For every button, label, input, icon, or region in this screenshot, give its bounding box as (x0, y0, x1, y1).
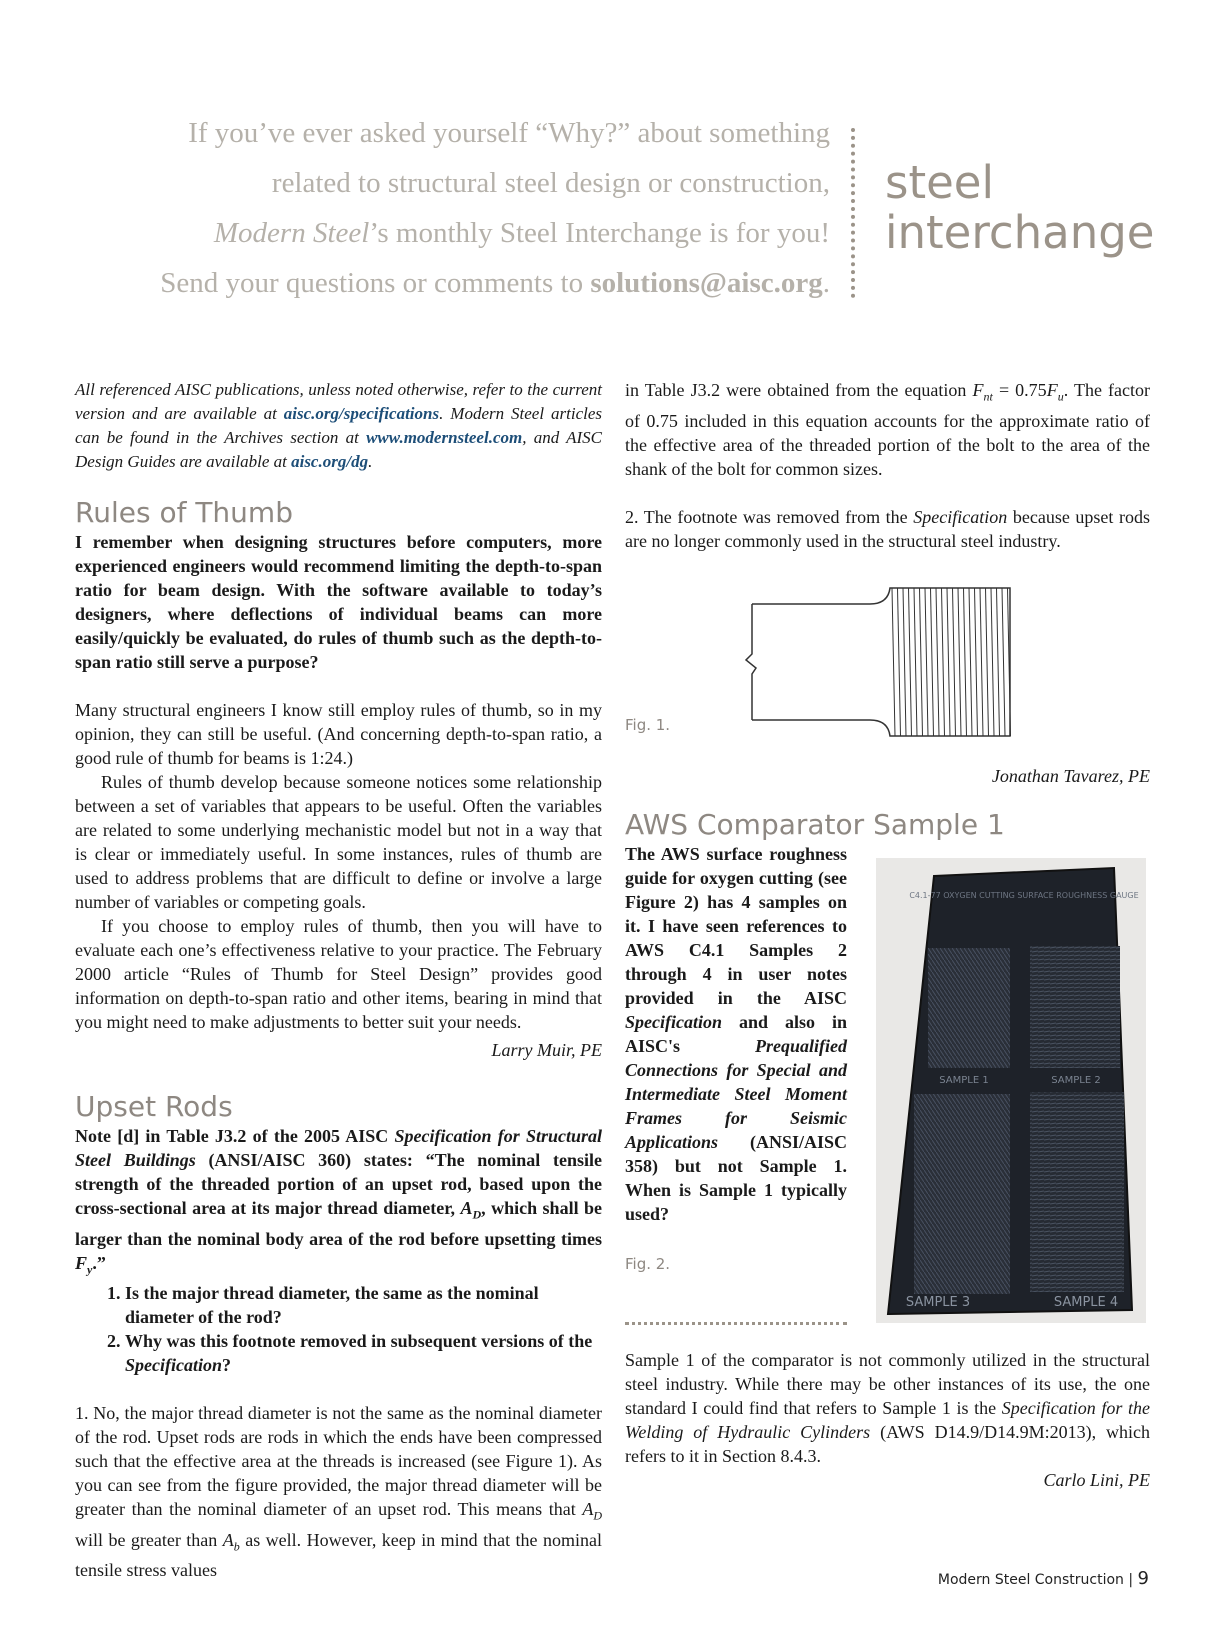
intro-line-2: related to structural steel design or construction, (271, 167, 830, 199)
upset-item-2-italic: Specification (125, 1355, 222, 1376)
thread-line (898, 588, 901, 736)
upset-answer-2 (625, 505, 1150, 553)
a2-pre: 2. The footnote was removed from the (625, 506, 914, 527)
rules-signature: Larry Muir, PE (491, 1040, 602, 1060)
photo-gauge-label: C4.1-77 OXYGEN CUTTING SURFACE ROUGHNESS GAUGE (909, 891, 1139, 900)
upset-item-2-post: ? (222, 1355, 231, 1376)
photo-sample-2-label: SAMPLE 2 (1051, 1075, 1101, 1086)
thread-line (892, 588, 895, 736)
rules-answer-p3: If you choose to employ rules of thumb, then you will have to evaluate each one’s effectiveness relative to your practice. The February 2000 article “Rules of Thumb for Steel Design” provides good information on depth-to-span ratio and other items, bearing in mind that you might need to make adjustments to better suit your needs. (75, 916, 602, 1032)
symbol-Fnt-sub: nt (983, 389, 993, 404)
rules-question: I remember when designing structures before computers, more experienced engineers would recommend limiting the depth-to-span ratio for beam design. With the software available to today’s designers, where deflections of individual beams can more easily/quickly be evaluated, do rules of thumb such as the depth-to-span ratio still serve a purpose? (75, 532, 602, 672)
figure-2-caption: Fig. 2. (625, 1255, 671, 1273)
photo-sample-3-label: SAMPLE 3 (905, 1295, 971, 1310)
rules-answer-p1: Many structural engineers I know still employ rules of thumb, so in my opinion, they can still be useful. (And concerning depth-to-span ratio, a good rule of thumb for beams is 1:24.) (75, 700, 602, 768)
note-text-2: . Modern Steel articles can be found in the Archives section at (75, 404, 602, 447)
thread-line (936, 588, 939, 736)
upset-question-item-2 (125, 1329, 602, 1377)
symbol-Fy-sub: y (87, 1262, 93, 1277)
note-text-3: , and AISC Design Guides are available at (75, 428, 603, 471)
right-column (625, 378, 1150, 553)
note-text-1: All referenced AISC publications, unless noted otherwise, refer to the current version and are available at (75, 380, 602, 423)
thread-line (953, 588, 956, 736)
thread-line (991, 588, 994, 736)
intro-line-3-rest: ’s monthly Steel Interchange is for you! (369, 217, 830, 249)
aws-a-post: (AWS D14.9/D14.9M:2013), which refers to it in Section 8.4.3. (625, 1422, 1150, 1466)
aws-q-text-3: (ANSI/AISC 358) but not Sample 1. When is Sample 1 typically used? (625, 1132, 847, 1224)
thread-line (903, 588, 906, 736)
specifications-link[interactable]: aisc.org/specifications (283, 404, 440, 423)
footer-separator: | (1128, 1572, 1134, 1588)
upset-question-item-1: 1. Is the major thread diameter, the same as the nominal diameter of the rod? (125, 1281, 602, 1329)
design-guides-link[interactable]: aisc.org/dg (291, 452, 369, 471)
thread-line (986, 588, 989, 736)
thread-line (964, 588, 967, 736)
thread-line (980, 588, 983, 736)
figure-1-caption: Fig. 1. (625, 716, 671, 734)
upset-q-text-4: .” (92, 1252, 106, 1273)
section-brand (885, 158, 1154, 258)
photo-sample-4-label: SAMPLE 4 (1053, 1295, 1119, 1310)
symbol-Fy: F (75, 1252, 88, 1273)
contact-email-link[interactable]: solutions@aisc.org (590, 267, 823, 299)
cont-post: . The factor of 0.75 included in this equation accounts for the approximate ratio of the effective area of the threaded portion of the bolt to the area of the shank of the bolt for common sizes. (625, 380, 1150, 479)
aws-q-italic-2: Prequalified Connections for Special and Intermediate Steel Moment Frames for Seismic Applications (625, 1036, 847, 1152)
symbol-AD-sub: D (472, 1207, 482, 1222)
aws-q-text-2: and also in AISC's (625, 1012, 847, 1056)
symbol-Ab-sub: b (233, 1539, 240, 1554)
thread-line (920, 588, 923, 736)
intro-line-3 (60, 208, 830, 258)
upset-q-italic: Specification for Structural Steel Buildings (75, 1126, 602, 1170)
aws-q-italic-1: Specification (625, 1012, 722, 1032)
note-text-4: . (368, 452, 373, 471)
thread-line (1002, 588, 1005, 736)
a2-italic: Specification (913, 506, 1008, 527)
symbol-A-a1-sub: D (593, 1508, 602, 1523)
upset-a1-pre: 1. No, the major thread diameter is not the same as the nominal diameter of the rod. Upset rods are rods in which the ends have been compressed such that the effective area at the threads is increased (see Figure 1). As you can see from the figure provided, the major thread diameter will be greater than the nominal diameter of an upset rod. This means that (75, 1403, 602, 1520)
cont-eq: = 0.75 (992, 380, 1047, 400)
thread-line (925, 588, 928, 736)
symbol-AD: A (460, 1198, 473, 1218)
thread-line (942, 588, 945, 736)
thread-line (975, 588, 978, 736)
reference-note (75, 378, 602, 474)
footer-magazine: Modern Steel Construction (937, 1572, 1124, 1588)
upset-q-text-1: Note [d] in Table J3.2 of the 2005 AISC (75, 1126, 395, 1146)
rules-answer-p2: Rules of thumb develop because someone notices some relationship between a set of variables that appears to be useful. Often the variables are related to some underlying mechanistic model but not in a way that is clear or immediately useful. In some instances, rules of thumb are used to address problems that are difficult to define or involve a large number of variables or competing goals. (75, 772, 602, 912)
aws-q-text-1: The AWS surface roughness guide for oxygen cutting (see Figure 2) has 4 samples on it. I have seen references to AWS C4.1 Samples 2 through 4 in user notes provided in the AISC (625, 844, 847, 1008)
aws-comparator-heading: AWS Comparator Sample 1 (625, 808, 1005, 841)
header-divider (851, 128, 855, 298)
aws-signature: Carlo Lini, PE (1043, 1470, 1150, 1490)
left-column (75, 378, 602, 1582)
symbol-Ab: A (222, 1529, 234, 1550)
aws-question (625, 842, 847, 1226)
thread-line (947, 588, 950, 736)
upset-question (75, 1124, 602, 1281)
thread-line (931, 588, 934, 736)
upset-q-text-2: (ANSI/AISC 360) states: “The nominal tensile strength of the threaded portion of an upset rod, based upon the cross-sectional area at its major thread diameter, (75, 1150, 602, 1218)
intro-text (60, 108, 830, 308)
symbol-Fnt: F (972, 380, 984, 400)
page-number: 9 (1137, 1568, 1149, 1589)
upset-item-2-pre: Why was this footnote removed in subsequent versions of the (125, 1331, 593, 1352)
symbol-Fu: F (1046, 380, 1058, 400)
magazine-name: Modern Steel (213, 217, 370, 249)
upset-answer-1-continued (625, 378, 1150, 481)
section-divider (625, 1322, 847, 1325)
symbol-Fu-sub: u (1057, 389, 1064, 404)
brand-line-1: steel (885, 156, 994, 209)
upset-q-text-3: , which shall be larger than the nominal body area of the rod before upsetting times (75, 1198, 603, 1249)
cont-pre: in Table J3.2 were obtained from the equation (625, 380, 973, 400)
upset-question-list (75, 1281, 602, 1377)
page-footer (938, 1568, 1149, 1589)
intro-line-4-post: . (822, 267, 830, 299)
upset-signature: Jonathan Tavarez, PE (991, 766, 1150, 786)
modernsteel-link[interactable]: www.modernsteel.com (366, 428, 523, 447)
rules-of-thumb-heading: Rules of Thumb (75, 496, 293, 529)
a2-post: because upset rods are no longer commonly used in the structural steel industry. (625, 506, 1150, 551)
upset-a1-post: as well. However, keep in mind that the nominal tensile stress values (75, 1529, 602, 1581)
thread-line (914, 588, 917, 736)
thread-line (909, 588, 912, 736)
thread-line (969, 588, 972, 736)
aws-a-pre: Sample 1 of the comparator is not commonly utilized in the structural steel industry. While there may be other instances of its use, the one standard I could find that refers to Sample 1 is the (625, 1350, 1150, 1418)
upset-rods-heading: Upset Rods (75, 1090, 233, 1123)
symbol-A-a1: A (582, 1499, 594, 1520)
upset-answer-1 (75, 1401, 602, 1582)
intro-line-4 (60, 258, 830, 308)
photo-sample-1-label: SAMPLE 1 (939, 1075, 989, 1086)
intro-line-1: If you’ve ever asked yourself “Why?” about something (188, 117, 830, 149)
upset-a1-mid: will be greater than (75, 1529, 223, 1550)
brand-line-2: interchange (885, 206, 1155, 259)
figure-1-upset-rod-drawing (740, 582, 1020, 742)
aws-a-italic: Specification for the Welding of Hydraulic Cylinders (625, 1398, 1150, 1442)
aws-answer-block (625, 1348, 1150, 1492)
thread-line (997, 588, 1000, 736)
thread-line (958, 588, 961, 736)
aws-answer (625, 1348, 1150, 1468)
figure-2-comparator-photo (876, 858, 1146, 1323)
intro-line-4-pre: Send your questions or comments to (160, 267, 591, 299)
